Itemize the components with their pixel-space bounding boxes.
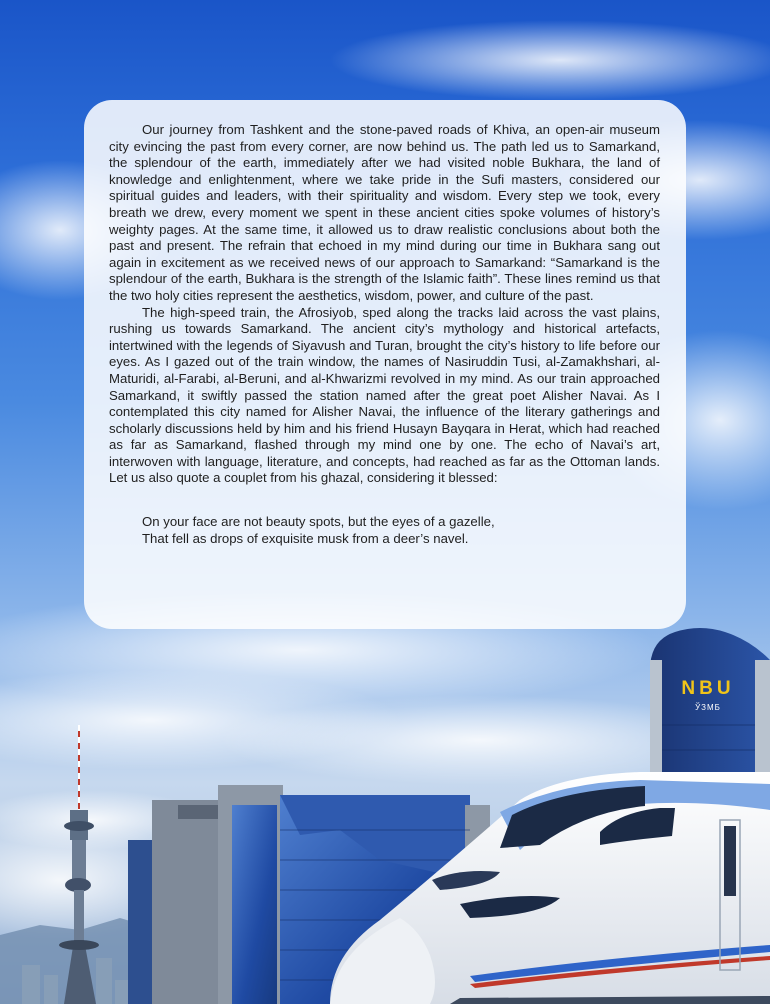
nbu-sign: NBU — [681, 678, 735, 699]
poem-line-1: On your face are not beauty spots, but the eyes of a gazelle, — [142, 514, 495, 530]
poem-couplet — [109, 513, 660, 547]
paragraph-2: The high-speed train, the Afrosiyob, sped along the tracks laid across the vast plains, rushing us towards Samarkand. The ancient city’s mythology and historical artefacts, intertwined with the legends of Siyavush and Turan, brought the city’s history to life before our eyes. As I gazed out of the train window, the names of Nasiruddin Tusi, al-Zamakhshari, al-Maturidi, al-Farabi, al-Beruni, and al-Khwarizmi revolved in my mind. As our train approached Samarkand, it swiftly passed the station named after the great poet Alisher Navai. As I contemplated this city named for Alisher Navai, the influence of the literary gatherings and scholarly discussions held by him and his friend Husayn Bayqara in Herat, which had reached as far as Samarkand, flashed through my mind one by one. The echo of Navai’s art, interwoven with language, literature, and concepts, had reached as far as the Ottoman lands. Let us also quote a couplet from his ghazal, considering it blessed: — [109, 304, 660, 486]
paragraph-1: Our journey from Tashkent and the stone-paved roads of Khiva, an open-air museum city evincing the past from every corner, are now behind us. The path led us to Samarkand, the splendour of the earth, immediately after we had visited noble Bukhara, the land of knowledge and enlightenment, where we take pride in the Sufi masters, considered our spiritual guides and leaders, with their spirituality and wisdom. Every step we took, every breath we drew, every moment we spent in these ancient cities spoke volumes of history’s weighty pages. At the same time, it allowed us to draw realistic conclusions about both the past and present. The refrain that echoed in my mind during our time in Bukhara sang out again in excitement as we received news of our approach to Samarkand: “Samarkand is the splendour of the earth, Bukhara is the strength of the Islamic faith”. These lines remind us that the two holy cities represent the aesthetics, wisdom, power, and culture of the past. — [109, 122, 660, 303]
poem-line-2: That fell as drops of exquisite musk from a deer’s navel. — [142, 531, 469, 547]
nbu-sign-sub: ЎЗМБ — [695, 703, 721, 712]
article-text-panel — [84, 100, 686, 629]
